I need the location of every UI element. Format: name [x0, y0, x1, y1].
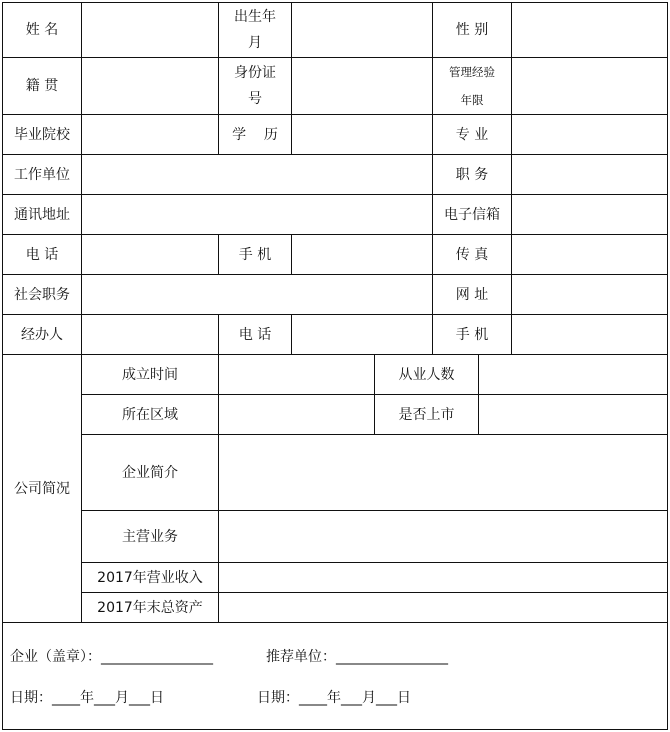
- field-revenue[interactable]: [219, 563, 667, 593]
- label-name: 姓 名: [3, 3, 82, 58]
- recommender-line[interactable]: 推荐单位：________________: [266, 649, 448, 665]
- field-email[interactable]: [512, 195, 667, 235]
- label-employer: 工作单位: [3, 155, 82, 195]
- field-agent-mobile[interactable]: [512, 315, 667, 355]
- label-listed: 是否上市: [375, 395, 479, 435]
- label-fax: 传 真: [433, 235, 512, 275]
- label-assets: 2017年末总资产: [82, 593, 219, 623]
- label-agent-mobile: 手 机: [433, 315, 512, 355]
- label-mobile: 手 机: [219, 235, 292, 275]
- field-founded[interactable]: [219, 355, 375, 395]
- label-education: 学 历: [219, 115, 292, 155]
- field-mgmt-years[interactable]: [512, 58, 667, 115]
- company-seal-line[interactable]: 企业（盖章）：________________: [10, 649, 213, 665]
- label-position: 职 务: [433, 155, 512, 195]
- field-assets[interactable]: [219, 593, 667, 623]
- field-gender[interactable]: [512, 3, 667, 58]
- label-email: 电子信箱: [433, 195, 512, 235]
- field-id-number[interactable]: [292, 58, 433, 115]
- field-employees[interactable]: [479, 355, 667, 395]
- field-region[interactable]: [219, 395, 375, 435]
- registration-form: [2, 2, 668, 730]
- label-agent: 经办人: [3, 315, 82, 355]
- label-intro: 企业简介: [82, 435, 219, 511]
- field-social-role[interactable]: [82, 275, 433, 315]
- field-phone[interactable]: [82, 235, 219, 275]
- label-birth: 出生年 月: [219, 3, 292, 58]
- field-agent-phone[interactable]: [292, 315, 433, 355]
- label-mgmt-years: 管理经验 年限: [433, 58, 512, 115]
- date-left[interactable]: 日期：____年___月___日: [10, 690, 164, 706]
- field-name[interactable]: [82, 3, 219, 58]
- label-id-number: 身份证 号: [219, 58, 292, 115]
- field-major[interactable]: [512, 115, 667, 155]
- field-employer[interactable]: [82, 155, 433, 195]
- field-website[interactable]: [512, 275, 667, 315]
- field-fax[interactable]: [512, 235, 667, 275]
- field-address[interactable]: [82, 195, 433, 235]
- label-founded: 成立时间: [82, 355, 219, 395]
- field-native[interactable]: [82, 58, 219, 115]
- label-revenue: 2017年营业收入: [82, 563, 219, 593]
- label-phone: 电 话: [3, 235, 82, 275]
- field-birth[interactable]: [292, 3, 433, 58]
- label-region: 所在区域: [82, 395, 219, 435]
- field-business[interactable]: [219, 511, 667, 563]
- label-agent-phone: 电 话: [219, 315, 292, 355]
- label-website: 网 址: [433, 275, 512, 315]
- label-company-profile: 公司简况: [3, 355, 82, 623]
- label-major: 专 业: [433, 115, 512, 155]
- field-intro[interactable]: [219, 435, 667, 511]
- field-mobile[interactable]: [292, 235, 433, 275]
- label-native: 籍 贯: [3, 58, 82, 115]
- label-social-role: 社会职务: [3, 275, 82, 315]
- label-school: 毕业院校: [3, 115, 82, 155]
- field-listed[interactable]: [479, 395, 667, 435]
- field-education[interactable]: [292, 115, 433, 155]
- date-right[interactable]: 日期：____年___月___日: [257, 690, 411, 706]
- field-agent[interactable]: [82, 315, 219, 355]
- label-address: 通讯地址: [3, 195, 82, 235]
- label-business: 主营业务: [82, 511, 219, 563]
- label-employees: 从业人数: [375, 355, 479, 395]
- field-position[interactable]: [512, 155, 667, 195]
- field-school[interactable]: [82, 115, 219, 155]
- label-gender: 性 别: [433, 3, 512, 58]
